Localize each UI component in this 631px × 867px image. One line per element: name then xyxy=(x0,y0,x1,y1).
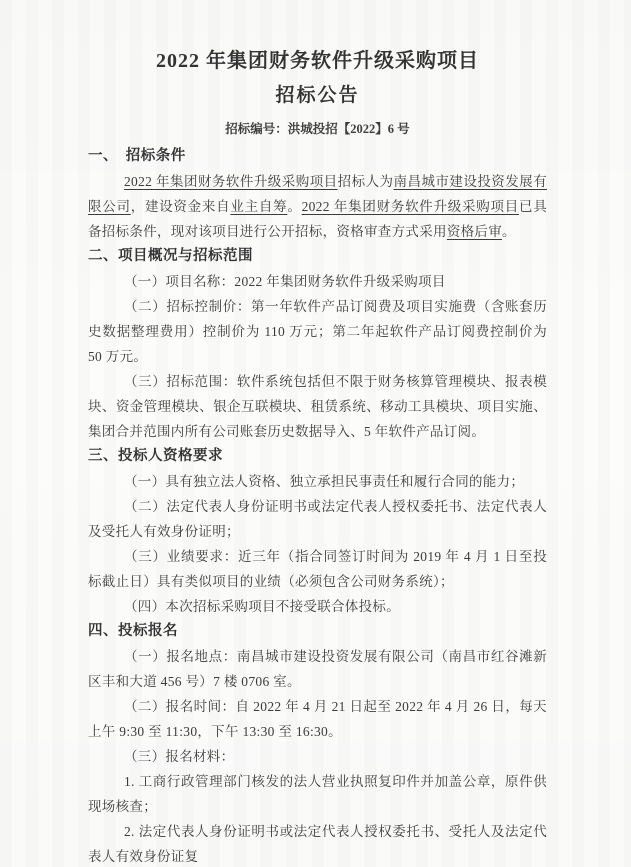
text-run: （一）具有独立法人资格、独立承担民事责任和履行合同的能力； xyxy=(124,474,525,489)
text-run: （三）业绩要求：近三年（指合同签订时间为 2019 年 4 月 1 日至投标截止日）具有类似项目的业绩（必须包含公司财务系统）； xyxy=(88,549,547,589)
underlined-text: 资格后审 xyxy=(446,224,503,239)
tender-number: 招标编号：洪城投招【2022】6 号 xyxy=(225,122,410,136)
text-run: 1. 工商行政管理部门核发的法人营业执照复印件并加盖公章，原件供现场核查； xyxy=(88,774,547,814)
text-run: ，建设资金来自 xyxy=(130,199,231,214)
text-run: 。 xyxy=(287,199,302,214)
section-heading: 三、投标人资格要求 xyxy=(88,448,223,464)
text-run: （三）报名材料： xyxy=(124,749,235,764)
paragraph xyxy=(88,819,547,867)
text-run: （一）报名地点：南昌城市建设投资发展有限公司（南昌市红谷滩新区丰和大道 456 号）7 楼 0706 室。 xyxy=(88,649,547,689)
text-run: （一）项目名称：2022 年集团财务软件升级采购项目 xyxy=(124,274,446,289)
underlined-text: 业主自筹 xyxy=(230,199,288,214)
underlined-text: 南昌城市建设投资发展有限公司 xyxy=(88,174,547,214)
paragraph xyxy=(88,269,547,294)
paragraph xyxy=(88,544,547,594)
text-run: 招标人为 xyxy=(337,174,394,189)
section-heading: 一、 招标条件 xyxy=(88,148,186,164)
paragraph xyxy=(88,294,547,369)
paragraph xyxy=(88,169,547,244)
document-subtitle: 招标公告 xyxy=(275,85,360,106)
paragraph xyxy=(88,369,547,444)
text-run: （二）法定代表人身份证明书或法定代表人授权委托书、法定代表人及受托人有效身份证明； xyxy=(88,499,547,539)
text-run: 已具备招标条件，现对该项目进行公开招标，资格审查方式采用 xyxy=(88,199,548,239)
text-run: （三）招标范围：软件系统包括但不限于财务核算管理模块、报表模块、资金管理模块、银企互联模块、租赁系统、移动工具模块、项目实施、集团合并范围内所有公司账套历史数据导入、5 年软件产品订阅。 xyxy=(88,374,547,439)
paragraph xyxy=(88,744,547,769)
text-run: （二）招标控制价：第一年软件产品订阅费及项目实施费（含账套历史数据整理费用）控制价为 110 万元；第二年起软件产品订阅费控制价为 50 万元。 xyxy=(88,299,547,364)
section-heading: 二、项目概况与招标范围 xyxy=(88,248,253,264)
paragraph xyxy=(88,594,547,619)
paragraph xyxy=(88,694,547,744)
paragraph xyxy=(88,494,547,544)
text-run: （二）报名时间：自 2022 年 4 月 21 日起至 2022 年 4 月 26 日，每天上午 9:30 至 11:30，下午 13:30 至 16:30。 xyxy=(88,699,547,739)
text-run: 。 xyxy=(502,224,516,239)
text-run: （四）本次招标采购项目不接受联合体投标。 xyxy=(124,599,400,614)
paragraph xyxy=(88,469,547,494)
underlined-text: 2022 年集团财务软件升级采购项目 xyxy=(301,199,519,214)
document-title: 2022 年集团财务软件升级采购项目 xyxy=(156,50,479,72)
paragraph xyxy=(88,769,547,819)
underlined-text: 2022 年集团财务软件升级采购项目 xyxy=(124,174,338,189)
text-run: 2. 法定代表人身份证明书或法定代表人授权委托书、受托人及法定代表人有效身份证复 xyxy=(88,824,547,864)
document-body xyxy=(88,144,547,867)
paragraph xyxy=(88,644,547,694)
section-heading: 四、投标报名 xyxy=(88,623,178,639)
